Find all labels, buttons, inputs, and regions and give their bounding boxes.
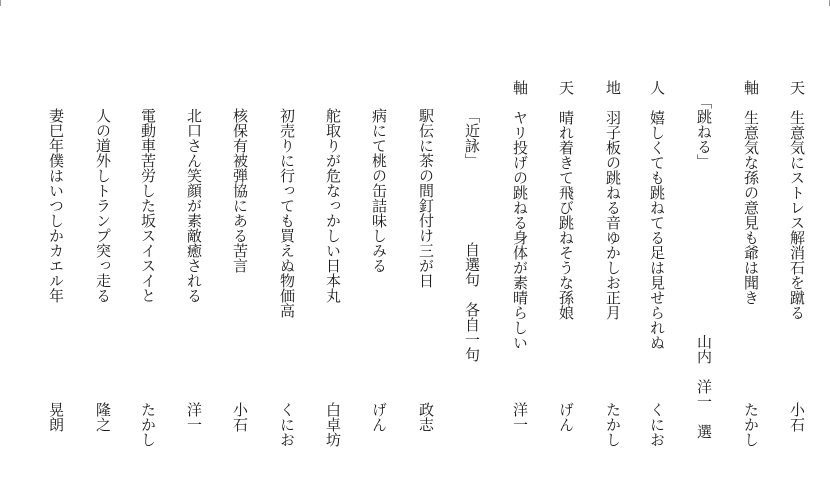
verse-column	[184, 108, 204, 303]
verse-text: 人の道外しトランプ突っ走る	[94, 108, 112, 303]
verse-text: 妻巳年僕はいつしかカエル年	[47, 108, 65, 303]
verse-author: たかし	[139, 402, 157, 447]
section-heading: 「跳ねる」	[695, 94, 713, 169]
verse-author: げん	[557, 402, 575, 432]
crop-mark-right	[823, 0, 830, 6]
verse-text: 電動車苦労した坂スイスイと	[139, 108, 157, 303]
verse-text: ヤリ投げの跳ねる身体が素晴らしい	[511, 110, 529, 350]
verse-author: 晃朗	[47, 402, 65, 432]
verse-rank: 地	[604, 80, 622, 95]
verse-text: 嬉しくても跳ねてる足は見せられぬ	[648, 110, 666, 350]
verse-rank: 軸	[511, 80, 529, 95]
verse-rank: 人	[648, 80, 666, 95]
section-heading: 「近詠」	[463, 108, 481, 168]
section-subheading: 自選句 各自一句	[463, 242, 481, 362]
verse-author: たかし	[742, 402, 760, 447]
verse-rank: 天	[788, 80, 806, 95]
verse-author: 洋一	[511, 402, 529, 432]
verse-text: 羽子板の跳ねる音ゆかしお正月	[604, 110, 622, 320]
verse-author: 洋一	[185, 402, 203, 432]
verse-column	[603, 80, 623, 320]
selector-name: 山内 洋一 選	[695, 334, 713, 439]
verse-author: 小石	[231, 402, 249, 432]
verse-column	[93, 108, 113, 303]
verse-column	[277, 108, 297, 318]
verse-column	[138, 108, 158, 303]
verse-column	[647, 80, 667, 350]
verse-author: たかし	[604, 402, 622, 447]
verse-column	[741, 80, 761, 305]
verse-column	[323, 108, 343, 303]
verse-text: 生意気な孫の意見も爺は聞き	[742, 110, 760, 305]
verse-text: 核保有被弾協にある苦言	[231, 108, 249, 273]
verse-column	[510, 80, 530, 350]
verse-author: 小石	[788, 402, 806, 432]
verse-text: 晴れ着きて飛び跳ねそうな孫娘	[557, 110, 575, 320]
verse-column	[416, 108, 436, 288]
verse-text: 駅伝に茶の間釘付け三が日	[417, 108, 435, 288]
verse-author: 白卓坊	[324, 402, 342, 447]
verse-column	[230, 108, 250, 273]
verse-text: 生意気にストレス解消石を蹴る	[788, 110, 806, 320]
verse-text: 病にて桃の缶詰味しみる	[370, 108, 388, 273]
verse-author: げん	[370, 402, 388, 432]
verse-text: 北口さん笑顔が素敵癒される	[185, 108, 203, 303]
verse-text: 初売りに行っても買えぬ物価高	[278, 108, 296, 318]
verse-rank: 軸	[742, 80, 760, 95]
crop-mark-left	[0, 0, 7, 6]
verse-author: 政志	[417, 402, 435, 432]
verse-column	[46, 108, 66, 303]
verse-rank: 天	[557, 80, 575, 95]
verse-author: くにお	[648, 402, 666, 447]
verse-author: 隆之	[94, 402, 112, 432]
verse-column	[369, 108, 389, 273]
verse-column	[556, 80, 576, 320]
verse-column	[787, 80, 807, 320]
verse-author: くにお	[278, 402, 296, 447]
verse-text: 舵取りが危なっかしい日本丸	[324, 108, 342, 303]
